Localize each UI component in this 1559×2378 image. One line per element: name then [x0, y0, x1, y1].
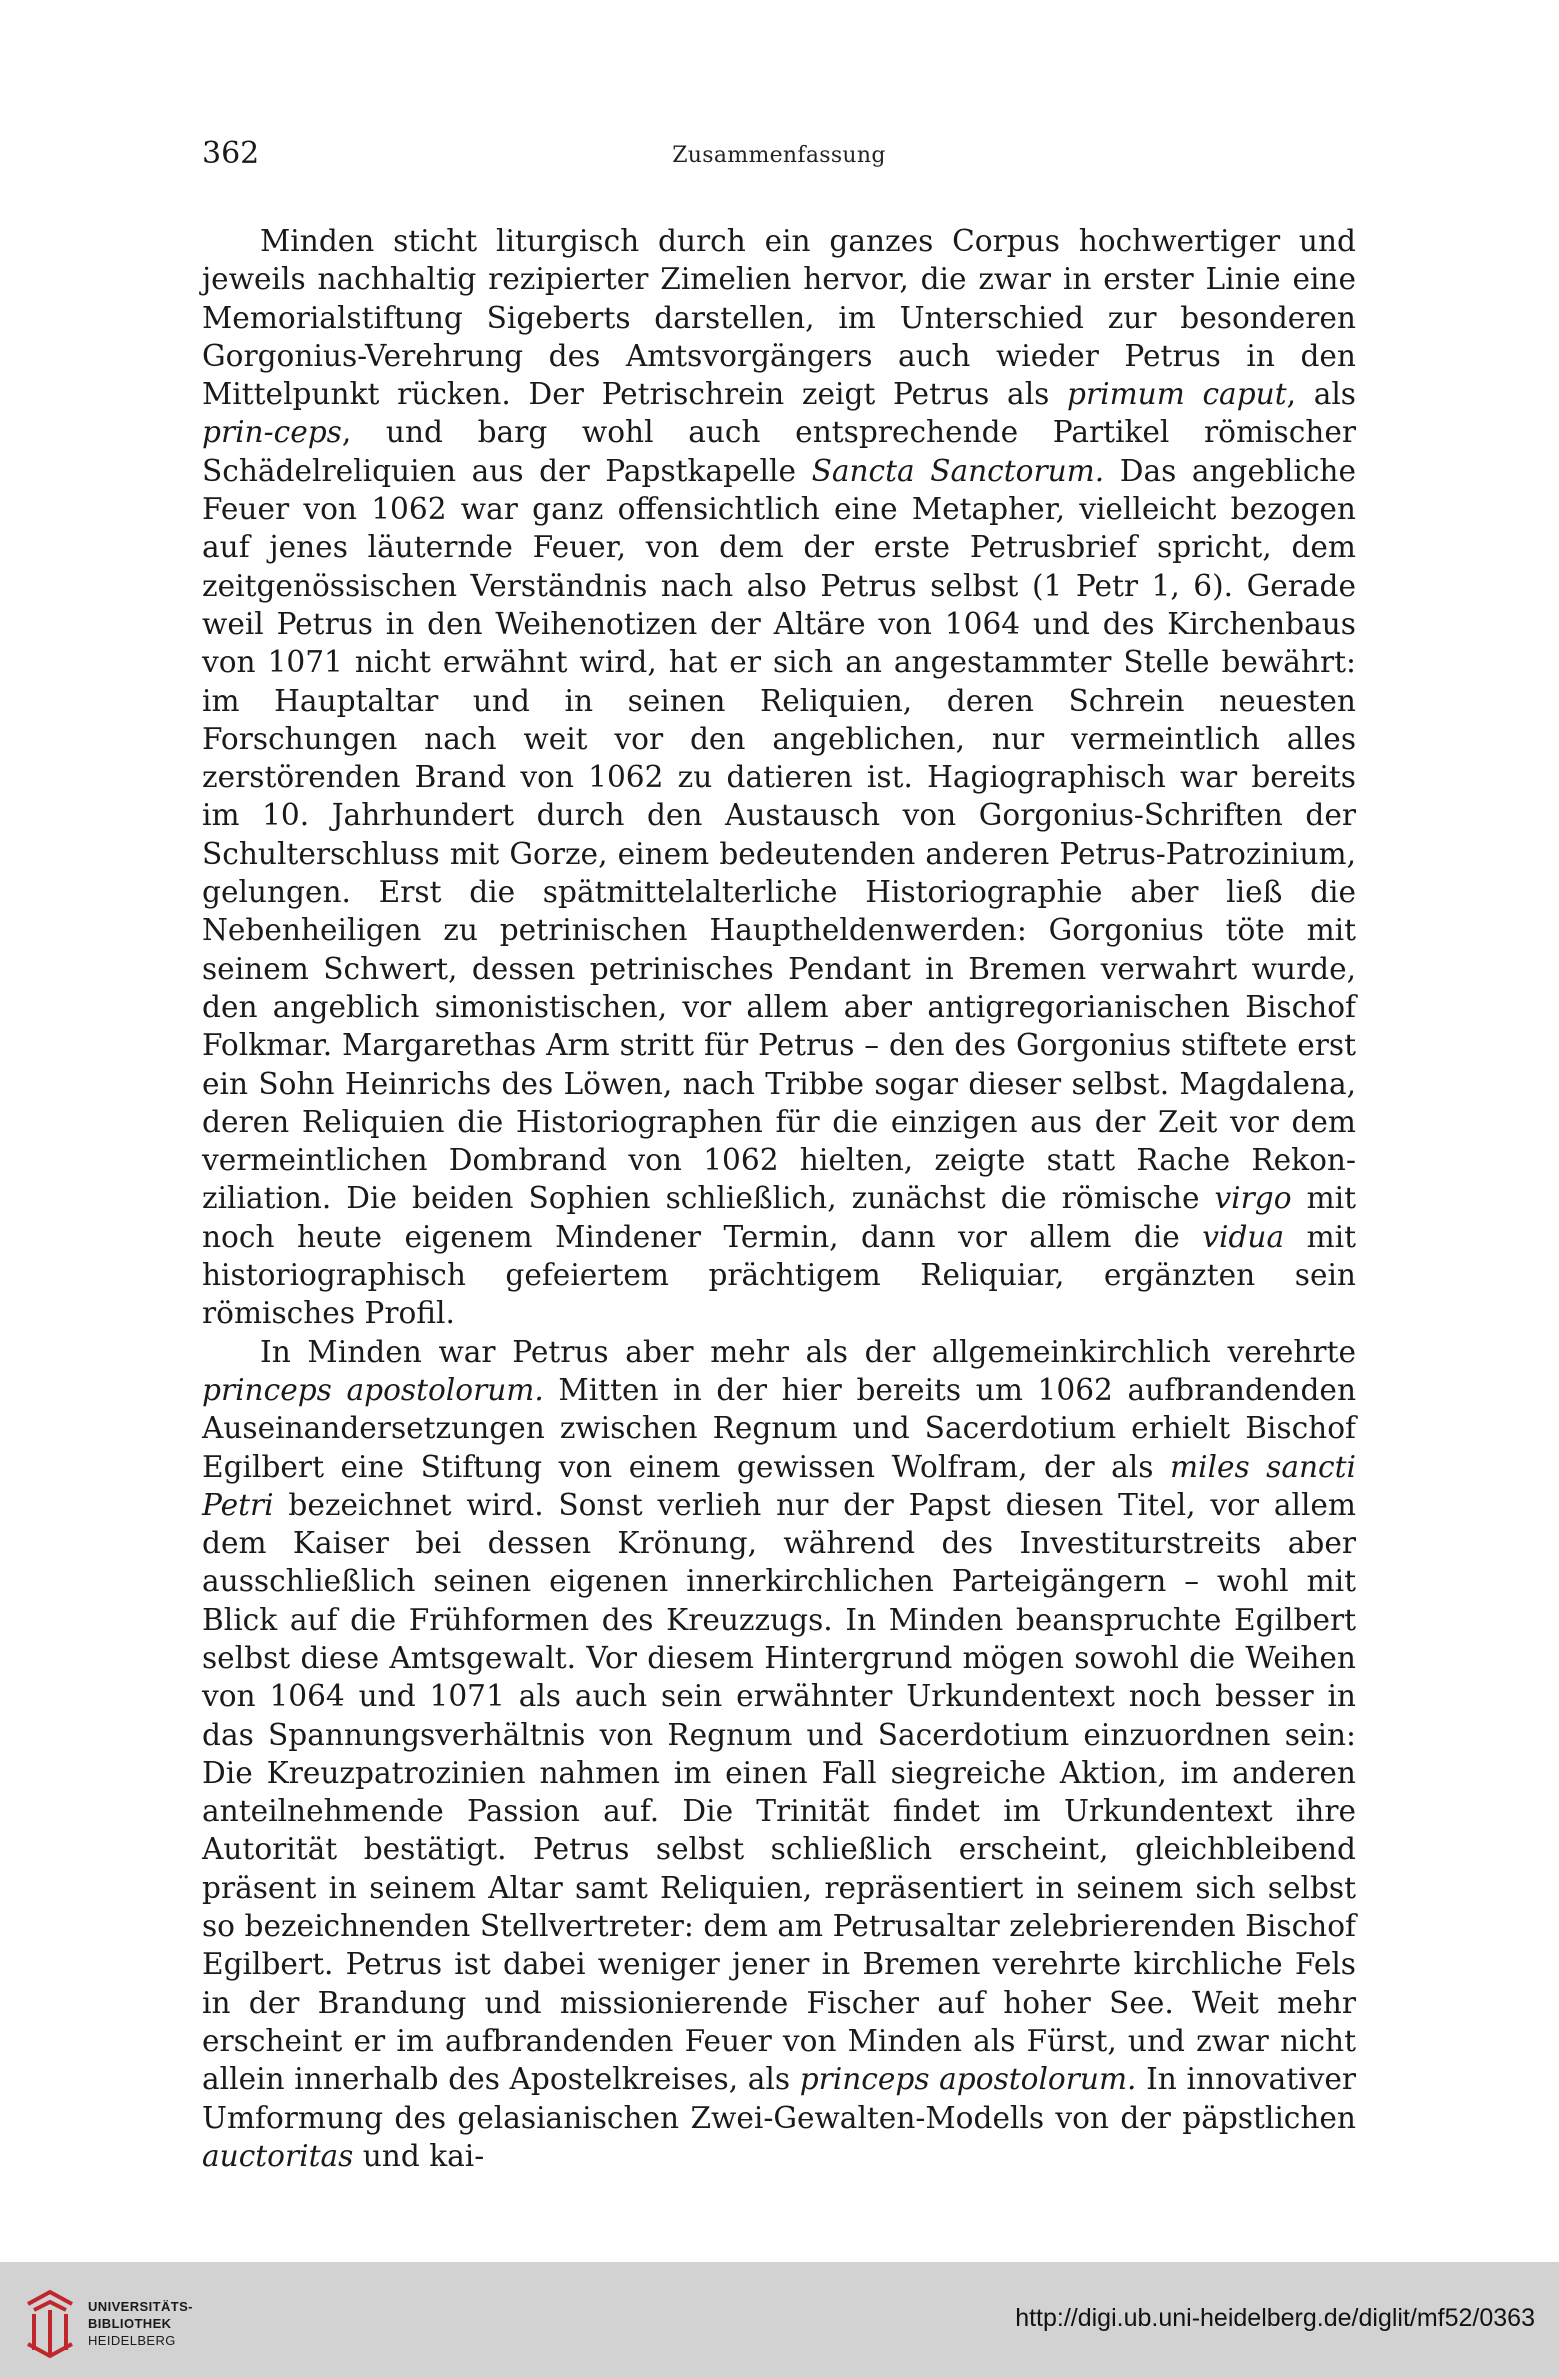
italic-run: Sancta Sanctorum.: [811, 453, 1105, 488]
text-run: mit noch heute eigenem Mindener Termin, dann vor allem die: [202, 1181, 1356, 1254]
text-run: , und barg wohl auch entsprechende Partikel römischer Schädelreliquien aus der Papstkapelle: [202, 415, 1356, 488]
permalink-link[interactable]: http://digi.ub.uni-heidelberg.de/diglit/mf52/0363: [1015, 2304, 1535, 2332]
text-run: In innovativer Umformung des gelasianischen Zwei-Gewalten-Modells von der päpstlichen: [202, 2062, 1356, 2135]
italic-run: princeps apostolorum.: [799, 2062, 1137, 2097]
paragraph: [202, 1333, 1356, 2176]
footer-band: [0, 2262, 1559, 2378]
text-run: Mitten in der hier bereits um 1062 aufbrandenden Auseinandersetzungen zwischen Regnum und Sacerdotium erhielt Bischof Egilbert eine Stiftung von einem gewissen Wolfram, der als: [202, 1372, 1356, 1484]
paragraph: [202, 222, 1356, 1333]
italic-run: primum caput: [1067, 377, 1287, 412]
library-name: [88, 2298, 193, 2349]
text-run: bezeichnet wird. Sonst verlieh nur der Papst diesen Titel, vor allem dem Kaiser bei dessen Krönung, während des Investiturstreits aber ausschließlich seinen eigenen innerkirchlichen Parteigängern – wohl mit Blick auf die Frühformen des Kreuzzugs. In Minden beanspruchte Egilbert selbst diese Amtsgewalt. Vor diesem Hintergrund mögen sowohl die Weihen von 1064 und 1071 als auch sein erwähnter Urkundentext noch besser in das Spannungsverhältnis von Regnum und Sacerdotium einzuordnen sein: Die Kreuzpatrozinien nahmen im einen Fall siegreiche Aktion, im anderen anteilnehmende Passion auf. Die Trinität findet im Urkundentext ihre Autorität bestätigt. Petrus selbst schließlich erscheint, gleichbleibend präsent in seinem Altar samt Reliquien, repräsentiert in seinem sich selbst so bezeichnenden Stellvertreter: dem am Petrusaltar zelebrierenden Bischof Egilbert. Petrus ist dabei weniger jener in Bremen verehrte kirchliche Fels in der Brandung und missionierende Fischer auf hoher See. Weit mehr erscheint er im aufbrandenden Feuer von Minden als Fürst, und zwar nicht allein innerhalb des Apostelkreises, als: [202, 1487, 1356, 2097]
italic-run: miles sancti Petri: [202, 1449, 1356, 1522]
library-logo[interactable]: [20, 2284, 220, 2360]
library-name-line: HEIDELBERG: [88, 2333, 176, 2348]
body-text: [202, 222, 1356, 2175]
page-number: 362: [202, 136, 260, 171]
text-run: mit historiographisch gefeiertem prächtigem Reliquiar, ergänzten sein römisches Profil.: [202, 1219, 1356, 1331]
text-run: In Minden war Petrus aber mehr als der allgemeinkirchlich verehrte: [260, 1334, 1356, 1369]
library-logo-icon: [20, 2284, 82, 2360]
page-header: [202, 134, 1356, 174]
running-title: Zusammenfassung: [672, 143, 886, 168]
library-name-line: UNIVERSITÄTS-: [88, 2299, 193, 2314]
text-run: Das angebliche Feuer von 1062 war ganz offensichtlich eine Metapher, vielleicht bezogen auf jenes läuternde Feuer, von dem der erste Petrusbrief spricht, dem zeitgenössischen Verständnis nach also Petrus selbst (1 Petr 1, 6). Gerade weil Petrus in den Weihenotizen der Altäre von 1064 und des Kirchenbaus von 1071 nicht erwähnt wird, hat er sich an angestammter Stelle bewährt: im Hauptaltar und in seinen Reliquien, deren Schrein neuesten Forschungen nach weit vor den angeblichen, nur vermeintlich alles zerstörenden Brand von 1062 zu datieren ist. Hagiographisch war bereits im 10. Jahrhundert durch den Austausch von Gorgonius-Schriften der Schulterschluss mit Gorze, einem bedeutenden anderen Petrus-Patrozinium, gelungen. Erst die spätmittelalterliche Historiographie aber ließ die Nebenheiligen zu petrinischen Hauptheldenwerden: Gorgonius töte mit seinem Schwert, dessen petrinisches Pendant in Bremen verwahrt wurde, den angeblich simonistischen, vor allem aber antigregorianischen Bischof Folkmar. Margarethas Arm stritt für Petrus – den des Gorgonius stiftete erst ein Sohn Heinrichs des Löwen, nach Tribbe sogar dieser selbst. Magdalena, deren Reliquien die Historiographen für die einzigen aus der Zeit vor dem vermeintlichen Dombrand von 1062 hielten, zeigte statt Rache Rekonziliation. Die beiden Sophien schließlich, zunächst die römische: [202, 453, 1357, 1216]
italic-run: princeps apostolorum.: [202, 1372, 544, 1407]
library-name-line: BIBLIOTHEK: [88, 2316, 172, 2331]
text-run: Minden sticht liturgisch durch ein ganzes Corpus hochwertiger und jeweils nachhaltig rezipierter Zimelien hervor, die zwar in erster Linie eine Memorialstiftung Sigeberts darstellen, im Unterschied zur besonderen Gorgonius-Verehrung des Amtsvorgängers auch wieder Petrus in den Mittelpunkt rücken. Der Petrischrein zeigt Petrus als: [202, 224, 1356, 412]
italic-run: auctoritas: [202, 2138, 354, 2173]
italic-run: vidua: [1202, 1219, 1285, 1254]
italic-run: prin-ceps: [202, 415, 342, 450]
text-run: und kai-: [353, 2138, 485, 2173]
italic-run: virgo: [1214, 1181, 1292, 1216]
text-run: , als: [1286, 377, 1356, 412]
